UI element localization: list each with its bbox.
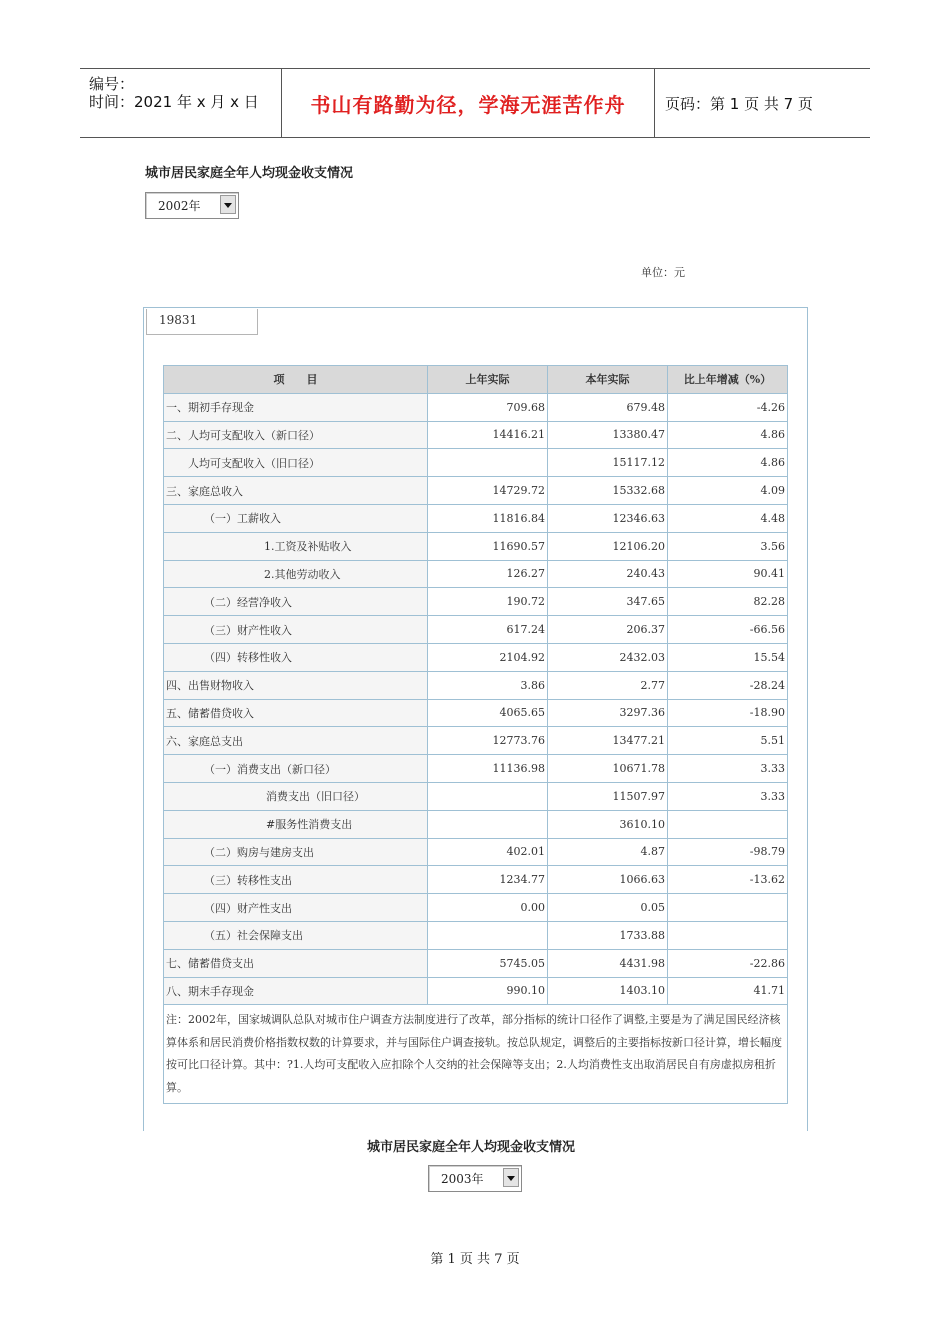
row-change-cell: 5.51: [668, 727, 788, 755]
table-note: 注：2002年，国家城调队总队对城市住户调查方法制度进行了改革，部分指标的统计口径作了调整,主要是为了满足国民经济核算体系和居民消费价格指数权数的计算要求，并与国际住户调查接轨。按总队规定，调整后的主要指标按新口径计算，增长幅度按可比口径计算。其中：?1.人均可支配收入应扣除个人交纳的社会保障等支出；2.人均消费性支出取消居民自有房虚拟房租折算。: [164, 1005, 788, 1104]
row-change-cell: 3.33: [668, 782, 788, 810]
row-change-cell: 82.28: [668, 588, 788, 616]
row-curr-cell: 15332.68: [548, 477, 668, 505]
row-prev-cell: 12773.76: [428, 727, 548, 755]
table-row: [164, 755, 788, 783]
record-tab-value: 19831: [159, 313, 198, 327]
row-item-cell: 六、家庭总支出: [164, 727, 428, 755]
row-item-cell: （三）财产性收入: [164, 616, 428, 644]
row-curr-cell: 12106.20: [548, 532, 668, 560]
row-item-cell: （四）转移性收入: [164, 643, 428, 671]
row-change-cell: 3.56: [668, 532, 788, 560]
row-item-cell: （二）购房与建房支出: [164, 838, 428, 866]
row-item-cell: （一）工薪收入: [164, 504, 428, 532]
row-curr-cell: 3297.36: [548, 699, 668, 727]
row-prev-cell: 4065.65: [428, 699, 548, 727]
row-prev-cell: 14416.21: [428, 421, 548, 449]
row-item-cell: （二）经营净收入: [164, 588, 428, 616]
table-row: [164, 699, 788, 727]
row-prev-cell: [428, 449, 548, 477]
row-prev-cell: 5745.05: [428, 949, 548, 977]
row-item-cell: （一）消费支出（新口径）: [164, 755, 428, 783]
row-prev-cell: 709.68: [428, 393, 548, 421]
row-change-cell: -18.90: [668, 699, 788, 727]
row-prev-cell: 11690.57: [428, 532, 548, 560]
table-row: [164, 393, 788, 421]
row-prev-cell: 402.01: [428, 838, 548, 866]
table-row: [164, 977, 788, 1005]
row-change-cell: [668, 921, 788, 949]
row-change-cell: [668, 810, 788, 838]
table-row: [164, 782, 788, 810]
row-curr-cell: 13380.47: [548, 421, 668, 449]
table-row: [164, 727, 788, 755]
table-row: [164, 949, 788, 977]
table-row: [164, 588, 788, 616]
table-row: [164, 894, 788, 922]
row-curr-cell: 206.37: [548, 616, 668, 644]
table-row: [164, 866, 788, 894]
row-curr-cell: 1733.88: [548, 921, 668, 949]
row-prev-cell: 190.72: [428, 588, 548, 616]
row-curr-cell: 4431.98: [548, 949, 668, 977]
table-row: [164, 643, 788, 671]
row-change-cell: 41.71: [668, 977, 788, 1005]
row-curr-cell: 679.48: [548, 393, 668, 421]
row-item-cell: （五）社会保障支出: [164, 921, 428, 949]
table-row: [164, 810, 788, 838]
row-change-cell: 4.48: [668, 504, 788, 532]
header-meta: [80, 69, 282, 137]
row-curr-cell: 240.43: [548, 560, 668, 588]
header-motto: 书山有路勤为径，学海无涯苦作舟: [282, 69, 655, 137]
row-prev-cell: [428, 921, 548, 949]
year-select-value: 2002年: [158, 199, 201, 213]
table-row: [164, 532, 788, 560]
serial-label: 编号：: [89, 75, 135, 93]
row-change-cell: 15.54: [668, 643, 788, 671]
row-prev-cell: 11136.98: [428, 755, 548, 783]
row-curr-cell: 15117.12: [548, 449, 668, 477]
year-select-2[interactable]: [428, 1165, 522, 1192]
row-item-cell: 五、储蓄借贷收入: [164, 699, 428, 727]
record-tab[interactable]: [146, 309, 258, 335]
unit-label: 单位：元: [641, 266, 685, 279]
document-header: [80, 68, 870, 138]
table-row: [164, 449, 788, 477]
row-item-cell: （四）财产性支出: [164, 894, 428, 922]
row-item-cell: 消费支出（旧口径）: [164, 782, 428, 810]
row-item-cell: #服务性消费支出: [164, 810, 428, 838]
row-change-cell: -66.56: [668, 616, 788, 644]
row-item-cell: 一、期初手存现金: [164, 393, 428, 421]
row-curr-cell: 347.65: [548, 588, 668, 616]
row-curr-cell: 4.87: [548, 838, 668, 866]
table-row: [164, 421, 788, 449]
row-item-cell: 三、家庭总收入: [164, 477, 428, 505]
section-title-2: 城市居民家庭全年人均现金收支情况: [366, 1140, 575, 1155]
row-curr-cell: 2.77: [548, 671, 668, 699]
row-item-cell: 八、期末手存现金: [164, 977, 428, 1005]
row-item-cell: 四、出售财物收入: [164, 671, 428, 699]
table-row: [164, 477, 788, 505]
table-row: [164, 921, 788, 949]
row-curr-cell: 2432.03: [548, 643, 668, 671]
row-change-cell: [668, 894, 788, 922]
row-prev-cell: 617.24: [428, 616, 548, 644]
row-curr-cell: 12346.63: [548, 504, 668, 532]
time-label: 时间：2021 年 x 月 x 日: [89, 93, 259, 111]
row-item-cell: 1.工资及补贴收入: [164, 532, 428, 560]
table-row: [164, 838, 788, 866]
row-prev-cell: 990.10: [428, 977, 548, 1005]
row-change-cell: 3.33: [668, 755, 788, 783]
table-row: [164, 616, 788, 644]
row-curr-cell: 13477.21: [548, 727, 668, 755]
column-header-prev: 上年实际: [428, 366, 548, 394]
row-prev-cell: 3.86: [428, 671, 548, 699]
row-change-cell: -28.24: [668, 671, 788, 699]
chevron-down-icon[interactable]: [503, 1168, 519, 1187]
row-change-cell: 4.86: [668, 421, 788, 449]
row-item-cell: 二、人均可支配收入（新口径）: [164, 421, 428, 449]
row-curr-cell: 3610.10: [548, 810, 668, 838]
page-info: 页码：第 1 页 共 7 页: [665, 95, 813, 113]
row-prev-cell: 11816.84: [428, 504, 548, 532]
chevron-down-icon[interactable]: [220, 195, 236, 214]
row-item-cell: 七、储蓄借贷支出: [164, 949, 428, 977]
row-item-cell: 2.其他劳动收入: [164, 560, 428, 588]
row-prev-cell: 1234.77: [428, 866, 548, 894]
row-curr-cell: 10671.78: [548, 755, 668, 783]
table-note-row: [164, 1005, 788, 1104]
year-select-2-value: 2003年: [441, 1172, 484, 1186]
row-prev-cell: 126.27: [428, 560, 548, 588]
table-row: [164, 504, 788, 532]
row-item-cell: （三）转移性支出: [164, 866, 428, 894]
row-curr-cell: 11507.97: [548, 782, 668, 810]
row-prev-cell: [428, 782, 548, 810]
row-curr-cell: 1403.10: [548, 977, 668, 1005]
row-curr-cell: 0.05: [548, 894, 668, 922]
row-change-cell: 4.09: [668, 477, 788, 505]
row-item-cell: 人均可支配收入（旧口径）: [164, 449, 428, 477]
row-change-cell: 4.86: [668, 449, 788, 477]
table-row: [164, 671, 788, 699]
row-prev-cell: [428, 810, 548, 838]
column-header-item: 项 目: [164, 366, 428, 394]
table-row: [164, 560, 788, 588]
year-select[interactable]: [145, 192, 239, 219]
row-prev-cell: 14729.72: [428, 477, 548, 505]
row-change-cell: 90.41: [668, 560, 788, 588]
row-prev-cell: 2104.92: [428, 643, 548, 671]
column-header-curr: 本年实际: [548, 366, 668, 394]
income-expense-table: [163, 365, 788, 1104]
section-title: 城市居民家庭全年人均现金收支情况: [145, 166, 354, 181]
row-change-cell: -4.26: [668, 393, 788, 421]
row-change-cell: -13.62: [668, 866, 788, 894]
row-change-cell: -22.86: [668, 949, 788, 977]
row-change-cell: -98.79: [668, 838, 788, 866]
table-header-row: [164, 366, 788, 394]
column-header-change: 比上年增减（%）: [668, 366, 788, 394]
page-footer: 第 1 页 共 7 页: [430, 1252, 520, 1267]
row-prev-cell: 0.00: [428, 894, 548, 922]
row-curr-cell: 1066.63: [548, 866, 668, 894]
